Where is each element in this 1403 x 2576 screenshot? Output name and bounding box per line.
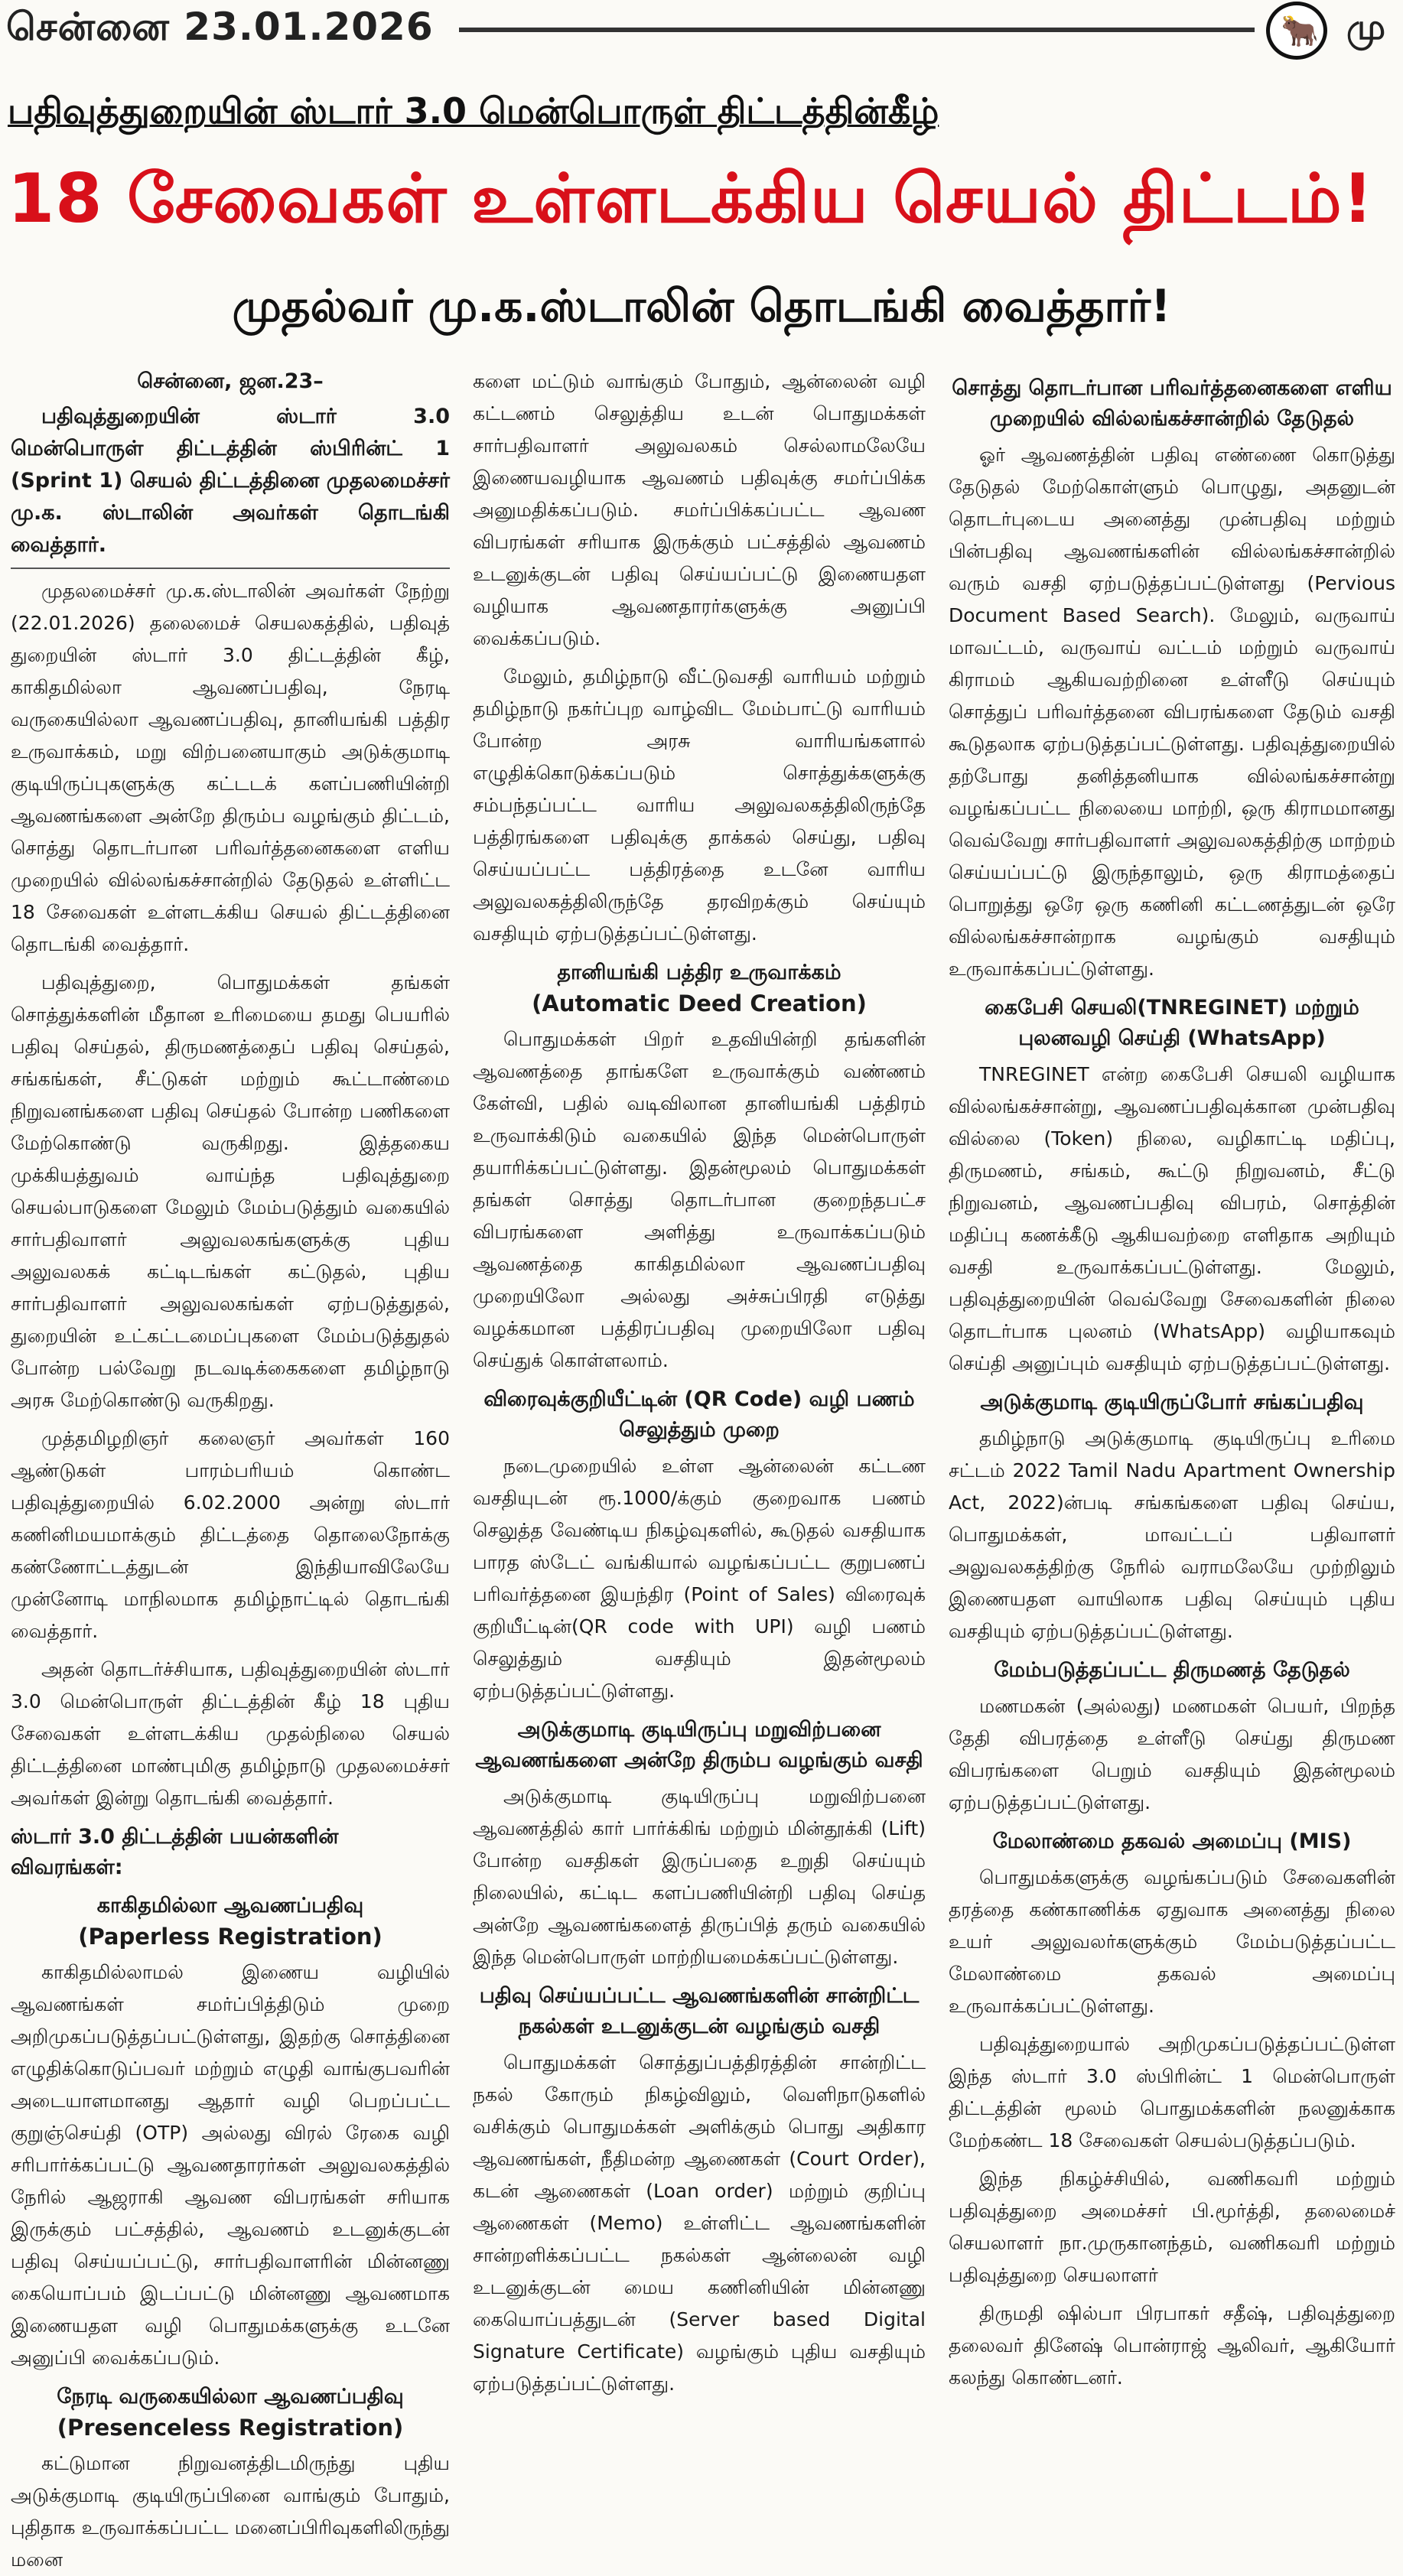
- header-rule: [459, 28, 1255, 32]
- kicker: பதிவுத்துறையின் ஸ்டார் 3.0 மென்பொருள் திட்டத்தின்கீழ்: [8, 90, 939, 132]
- section-heading-marriage-search: மேம்படுத்தப்பட்ட திருமணத் தேடுதல்: [994, 1658, 1350, 1682]
- headline: 18 சேவைகள் உள்ளடக்கிய செயல் திட்டம்!: [8, 159, 1374, 238]
- paragraph: இந்த நிகழ்ச்சியில், வணிகவரி மற்றும் பதிவுத்துறை அமைச்சர் பி.மூர்த்தி, தலைமைச் செயலாளர் நா.முருகானந்தம், வணிகவரி மற்றும் பதிவுத்துறை செயலாளர்: [949, 2168, 1395, 2286]
- section-title-english: (Automatic Deed Creation): [532, 990, 867, 1016]
- location-line: சென்னை, ஜன.23–: [137, 369, 324, 393]
- paragraph: தமிழ்நாடு அடுக்குமாடி குடியிருப்பு உரிமை சட்டம் 2022 Tamil Nadu Apartment Ownership Act, 2022)ன்படி சங்கங்களை பதிவு செய்ய, பொதுமக்கள், மாவட்டப் பதிவாளர் அலுவலகத்திற்கு நேரில் வராமலேயே முற்றிலும் இணையதள வாயிலாக பதிவு செய்யும் புதிய வசதியும் ஏற்படுத்தப்பட்டுள்ளது.: [949, 1427, 1395, 1642]
- paragraph: பொதுமக்கள் சொத்துப்பத்திரத்தின் சான்றிட்ட நகல் கோரும் நிகழ்விலும், வெளிநாடுகளில் வசிக்கும் பொதுமக்கள் அளிக்கும் பொது அதிகார ஆவணங்கள், நீதிமன்ற ஆணைகள் (Court Order), கடன் ஆணைகள் (Loan order) மற்றும் குறிப்பு ஆணைகள் (Memo) உள்ளிட்ட ஆவணங்களின் சான்றளிக்கப்பட்ட நகல்கள் ஆன்லைன் வழி உடனுக்குடன் மைய கணினியின் மின்னணு கையொப்பத்துடன் (Server based Digital Signature Certificate) வழங்கும் புதிய வசதியும் ஏற்படுத்தப்பட்டுள்ளது.: [473, 2051, 926, 2395]
- section-heading-certified-copies: பதிவு செய்யப்பட்ட ஆவணங்களின் சான்றிட்ட நகல்கள் உடனுக்குடன் வழங்கும் வசதி: [479, 1984, 920, 2038]
- column-3: [949, 366, 1395, 2389]
- section-heading-mobile-app: கைபேசி செயலி(TNREGINET) மற்றும் புலனவழி செய்தி (WhatsApp): [985, 996, 1359, 1050]
- benefits-heading: ஸ்டார் 3.0 திட்டத்தின் பயன்களின் விவரங்கள்:: [11, 1825, 339, 1879]
- section-heading-automatic-deed: [473, 958, 926, 1019]
- section-heading-mis: மேலாண்மை தகவல் அமைப்பு (MIS): [992, 1830, 1352, 1853]
- section-heading-apartment-association: அடுக்குமாடி குடியிருப்போர் சங்கப்பதிவு: [980, 1390, 1364, 1414]
- masthead-fragment: மு: [1346, 6, 1386, 47]
- paragraph: திருமதி ஷில்பா பிரபாகர் சதீஷ், பதிவுத்துறை தலைவர் தினேஷ் பொன்ராஜ் ஆலிவர், ஆகியோர் கலந்து கொண்டனர்.: [949, 2302, 1395, 2389]
- paragraph: பதிவுத்துறையால் அறிமுகப்படுத்தப்பட்டுள்ள இந்த ஸ்டார் 3.0 ஸ்பிரின்ட் 1 மென்பொருள் திட்டத்தின் மூலம் பொதுமக்களின் நலனுக்காக மேற்கண்ட 18 சேவைகள் செயல்படுத்தப்படும்.: [949, 2033, 1395, 2152]
- section-title: நேரடி வருகையில்லா ஆவணப்பதிவு: [57, 2385, 404, 2408]
- paragraph: பதிவுத்துறை, பொதுமக்கள் தங்கள் சொத்துக்களின் மீதான உரிமையை தமது பெயரில் பதிவு செய்தல், திருமணத்தைப் பதிவு செய்தல், சங்கங்கள், சீட்டுகள் மற்றும் கூட்டாண்மை நிறுவனங்களை பதிவு செய்தல் போன்ற பணிகளை மேற்கொண்டு வருகிறது. இத்தகைய முக்கியத்துவம் வாய்ந்த பதிவுத்துறை செயல்பாடுகளை மேலும் மேம்படுத்தும் வகையில் சார்பதிவாளர் அலுவலகங்களுக்கு புதிய அலுவலகக் கட்டிடங்கள் கட்டுதல், புதிய சார்பதிவாளர் அலுவலகங்கள் ஏற்படுத்துதல், துறையின் உட்கட்டமைப்புகளை மேம்படுத்துதல் போன்ற பல்வேறு நடவடிக்கைகளை தமிழ்நாடு அரசு மேற்கொண்டு வருகிறது.: [11, 971, 450, 1411]
- lead-paragraph: பதிவுத்துறையின் ஸ்டார் 3.0 மென்பொருள் திட்டத்தின் ஸ்பிரின்ட் 1 (Sprint 1) செயல் திட்டத்தினை முதலமைச்சர் மு.க. ஸ்டாலின் அவர்கள் தொடங்கி வைத்தார்.: [11, 405, 450, 557]
- section-heading-encumbrance-search: சொத்து தொடர்பான பரிவர்த்தனைகளை எளிய முறையில் வில்லங்கச்சான்றில் தேடுதல்: [952, 376, 1392, 431]
- paragraph: பொதுமக்கள் பிறர் உதவியின்றி தங்களின் ஆவணத்தை தாங்களே உருவாக்கும் வண்ணம் கேள்வி, பதில் வடிவிலான தானியங்கி பத்திரம் உருவாக்கிடும் வகையில் இந்த மென்பொருள் தயாரிக்கப்பட்டுள்ளது. இதன்மூலம் பொதுமக்கள் தங்கள் சொத்து தொடர்பான குறைந்தபட்ச விபரங்களை அளித்து உருவாக்கப்படும் ஆவணத்தை காகிதமில்லா ஆவணப்பதிவு முறையிலோ அல்லது அச்சுப்பிரதி எடுத்து வழக்கமான பத்திரப்பதிவு முறையிலோ பதிவு செய்துக் கொள்ளலாம்.: [473, 1028, 926, 1371]
- paragraph: அதன் தொடர்ச்சியாக, பதிவுத்துறையின் ஸ்டார் 3.0 மென்பொருள் திட்டத்தின் கீழ் 18 புதிய சேவைகள் உள்ளடக்கிய முதல்நிலை செயல் திட்டத்தினை மாண்புமிகு தமிழ்நாடு முதலமைச்சர் அவர்கள் இன்று தொடங்கி வைத்தார்.: [11, 1658, 450, 1809]
- section-heading-paperless: [11, 1891, 450, 1952]
- bull-icon: 🐂: [1281, 14, 1319, 49]
- paragraph: களை மட்டும் வாங்கும் போதும், ஆன்லைன் வழி கட்டணம் செலுத்திய உடன் பொதுமக்கள் சார்பதிவாளர் அலுவலகம் செல்லாமலேயே இணையவழியாக ஆவணம் பதிவுக்கு சமர்ப்பிக்க அனுமதிக்கப்படும். சமர்ப்பிக்கப்பட்ட ஆவண விபரங்கள் சரியாக இருக்கும் பட்சத்தில் ஆவணம் உடனுக்குடன் பதிவு செய்யப்பட்டு இணையதள வழியாக ஆவணதாரர்களுக்கு அனுப்பி வைக்கப்படும்.: [473, 370, 926, 649]
- section-heading-presenceless: [11, 2382, 450, 2443]
- paragraph: மணமகன் (அல்லது) மணமகள் பெயர், பிறந்த தேதி விபரத்தை உள்ளீடு செய்து திருமண விபரங்களை பெறும் வசதியும் இதன்மூலம் ஏற்படுத்தப்பட்டுள்ளது.: [949, 1695, 1395, 1813]
- paragraph: மேலும், தமிழ்நாடு வீட்டுவசதி வாரியம் மற்றும் தமிழ்நாடு நகர்ப்புற வாழ்விட மேம்பாட்டு வாரியம் போன்ற அரசு வாரியங்களால் எழுதிக்கொடுக்கப்படும் சொத்துக்களுக்கு சம்பந்தப்பட்ட வாரிய அலுவலகத்திலிருந்தே பத்திரங்களை பதிவுக்கு தாக்கல் செய்து, பதிவு செய்யப்பட்ட பத்திரத்தை உடனே வாரிய அலுவலகத்திலிருந்தே தரவிறக்கும் செய்யும் வசதியும் ஏற்படுத்தப்பட்டுள்ளது.: [473, 665, 926, 945]
- divider: [11, 568, 450, 569]
- paragraph: நடைமுறையில் உள்ள ஆன்லைன் கட்டண வசதியுடன் ரூ.1000/க்கும் குறைவாக பணம் செலுத்த வேண்டிய நிகழ்வுகளில், கூடுதல் வசதியாக பாரத ஸ்டேட் வங்கியால் வழங்கப்பட்ட குறுபணப் பரிவர்த்தனை இயந்திர (Point of Sales) விரைவுக் குறியீட்டின்(QR code with UPI) வழி பணம் செலுத்தும் வசதியும் இதன்மூலம் ஏற்படுத்தப்பட்டுள்ளது.: [473, 1455, 926, 1702]
- paragraph: முத்தமிழறிஞர் கலைஞர் அவர்கள் 160 ஆண்டுகள் பாரம்பரியம் கொண்ட பதிவுத்துறையில் 6.02.2000 அன்று ஸ்டார் கணினிமயமாக்கும் திட்டத்தை தொலைநோக்கு கண்ணோட்டத்துடன் இந்தியாவிலேயே முன்னோடி மாநிலமாக தமிழ்நாட்டில் தொடங்கி வைத்தார்.: [11, 1427, 450, 1642]
- page-header: [0, 0, 1403, 60]
- subheadline: முதல்வர் மு.க.ஸ்டாலின் தொடங்கி வைத்தார்!: [232, 280, 1171, 332]
- column-2: [473, 366, 926, 2395]
- bull-logo: [1266, 2, 1327, 60]
- paragraph: அடுக்குமாடி குடியிருப்பு மறுவிற்பனை ஆவணத்தில் கார் பார்க்கிங் மற்றும் மின்தூக்கி (Lift) போன்ற வசதிகள் இருப்பதை உறுதி செய்யும் நிலையில், கட்டிட களப்பணியின்றி பதிவு செய்த அன்றே ஆவணங்களைத் திருப்பித் தரும் வகையில் இந்த மென்பொருள் மாற்றியமைக்கப்பட்டுள்ளது.: [473, 1785, 926, 1968]
- section-title-english: (Presenceless Registration): [57, 2415, 404, 2441]
- section-title: காகிதமில்லா ஆவணப்பதிவு: [96, 1894, 364, 1917]
- paragraph: முதலமைச்சர் மு.க.ஸ்டாலின் அவர்கள் நேற்று (22.01.2026) தலைமைச் செயலகத்தில், பதிவுத் துறையின் ஸ்டார் 3.0 திட்டத்தின் கீழ், காகிதமில்லா ஆவணப்பதிவு, நேரடி வருகையில்லா ஆவணப்பதிவு, தானியங்கி பத்திர உருவாக்கம், மறு விற்பனையாகும் அடுக்குமாடி குடியிருப்புகளுக்கு கட்டடக் களப்பணியின்றி ஆவணங்களை அன்றே திரும்ப வழங்கும் திட்டம், சொத்து தொடர்பான பரிவர்த்தனைகளை எளிய முறையில் வில்லங்கச்சான்றில் தேடுதல் உள்ளிட்ட 18 சேவைகள் உள்ளடக்கிய செயல் திட்டத்தினை தொடங்கி வைத்தார்.: [11, 580, 450, 955]
- section-heading-apartment-resale: அடுக்குமாடி குடியிருப்பு மறுவிற்பனை ஆவணங்களை அன்றே திரும்ப வழங்கும் வசதி: [475, 1718, 923, 1772]
- paragraph: காகிதமில்லாமல் இணைய வழியில் ஆவணங்கள் சமர்ப்பித்திடும் முறை அறிமுகப்படுத்தப்பட்டுள்ளது, இதற்கு சொத்தினை எழுதிக்கொடுப்பவர் மற்றும் எழுதி வாங்குபவரின் அடையாளமானது ஆதார் வழி பெறப்பட்ட குறுஞ்செய்தி (OTP) அல்லது விரல் ரேகை வழி சரிபார்க்கப்பட்டு ஆவணதாரர்கள் அலுவலகத்தில் நேரில் ஆஜராகி ஆவண விபரங்கள் சரியாக இருக்கும் பட்சத்தில், ஆவணம் உடனுக்குடன் பதிவு செய்யப்பட்டு, சார்பதிவாளரின் மின்னணு கையொப்பம் இடப்பட்டு மின்னணு ஆவணமாக இணையதள வழி பொதுமக்களுக்கு உடனே அனுப்பி வைக்கப்படும்.: [11, 1961, 450, 2369]
- paragraph: பொதுமக்களுக்கு வழங்கப்படும் சேவைகளின் தரத்தை கண்காணிக்க ஏதுவாக அனைத்து நிலை உயர் அலுவலர்களுக்கும் மேம்படுத்தப்பட்ட மேலாண்மை தகவல் அமைப்பு உருவாக்கப்பட்டுள்ளது.: [949, 1866, 1395, 2017]
- paragraph: கட்டுமான நிறுவனத்திடமிருந்து புதிய அடுக்குமாடி குடியிருப்பினை வாங்கும் போதும், புதிதாக உருவாக்கப்பட்ட மனைப்பிரிவுகளிலிருந்து மனை: [11, 2452, 450, 2571]
- dateline: சென்னை 23.01.2026: [6, 5, 434, 49]
- column-1: [11, 366, 450, 2571]
- section-heading-qr-code: விரைவுக்குறியீட்டின் (QR Code) வழி பணம் செலுத்தும் முறை: [483, 1387, 915, 1442]
- paragraph: TNREGINET என்ற கைபேசி செயலி வழியாக வில்லங்கச்சான்று, ஆவணப்பதிவுக்கான முன்பதிவு வில்லை (Token) நிலை, வழிகாட்டி மதிப்பு, திருமணம், சங்கம், கூட்டு நிறுவனம், சீட்டு நிறுவனம், ஆவணப்பதிவு விபரம், சொத்தின் மதிப்பு கணக்கீடு ஆகியவற்றை எளிதாக அறியும் வசதி உருவாக்கப்பட்டுள்ளது. மேலும், பதிவுத்துறையின் வெவ்வேறு சேவைகளின் நிலை தொடர்பாக புலனம் (WhatsApp) வழியாகவும் செய்தி அனுப்பும் வசதியும் ஏற்படுத்தப்பட்டுள்ளது.: [949, 1063, 1395, 1374]
- section-title-english: (Paperless Registration): [78, 1924, 382, 1950]
- section-title: தானியங்கி பத்திர உருவாக்கம்: [557, 961, 841, 984]
- paragraph: ஓர் ஆவணத்தின் பதிவு எண்ணை கொடுத்து தேடுதல் மேற்கொள்ளும் பொழுது, அதனுடன் தொடர்புடைய அனைத்து முன்பதிவு மற்றும் பின்பதிவு ஆவணங்களின் வில்லங்கச்சான்றில் வரும் வசதி ஏற்படுத்தப்பட்டுள்ளது (Pervious Document Based Search). மேலும், வருவாய் மாவட்டம், வருவாய் வட்டம் மற்றும் வருவாய் கிராமம் ஆகியவற்றினை உள்ளீடு செய்யும் சொத்துப் பரிவர்த்தனை விபரங்களை தேடும் வசதி கூடுதலாக ஏற்படுத்தப்பட்டுள்ளது. பதிவுத்துறையில் தற்போது தனித்தனியாக வில்லங்கச்சான்று வழங்கப்பட்ட நிலையை மாற்றி, ஒரு கிராமமானது வெவ்வேறு சார்பதிவாளர் அலுவலகத்திற்கு மாற்றம் செய்யப்பட்டு இருந்தாலும், ஒரு கிராமத்தைப் பொறுத்து ஒரே ஒரு கணினி கட்டணத்துடன் ஒரே வில்லங்கச்சான்றாக வழங்கும் வசதியும் உருவாக்கப்பட்டுள்ளது.: [949, 444, 1395, 980]
